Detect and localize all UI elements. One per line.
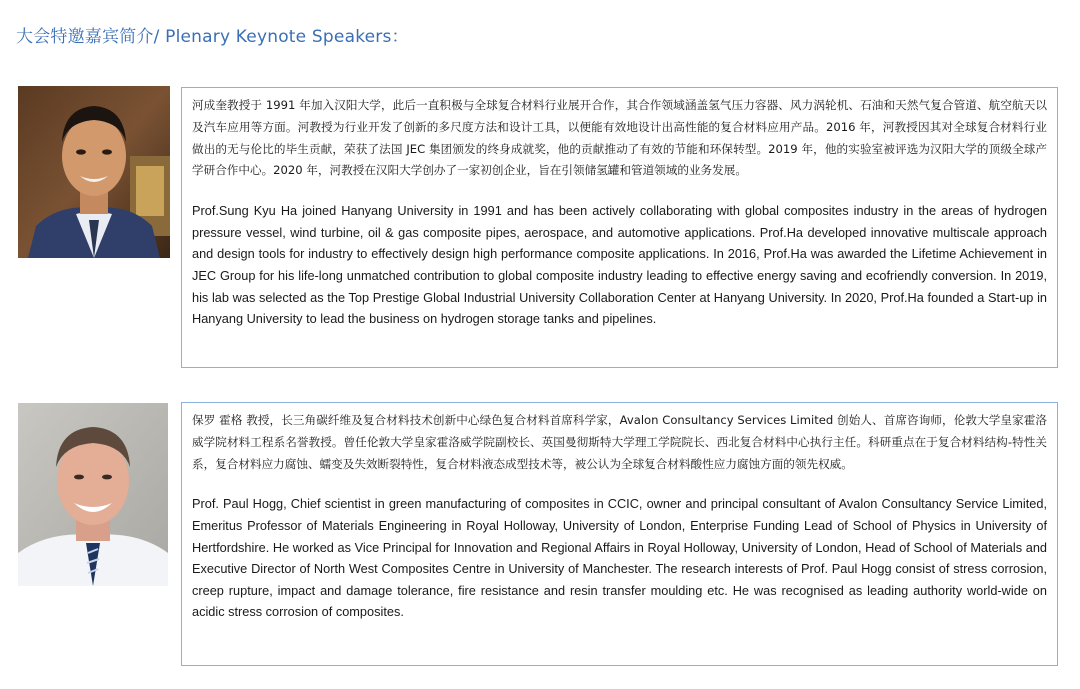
speaker-bio-box [181, 87, 1058, 368]
bio-english: Prof.Sung Kyu Ha joined Hanyang University in 1991 and has been actively collaborating with global composites industry in the areas of hydrogen pressure vessel, wind turbine, oil & gas composite pipes, aerospace, and automotive applications. Prof.Ha developed innovative multiscale approach and design tools for industry to effectively design high performance composite applications. In 2016, Prof.Ha was awarded the Lifetime Achievement in JEC Group for his life-long unmatched contribution to global composite industry leading to effective energy saving and ecofriendly conversion. In 2019, his lab was selected as the Top Prestige Global Industrial University Collaboration Center at Hanyang University. In 2020, Prof.Ha founded a Start-up in Hanyang University to lead the business on hydrogen storage tanks and pipelines. [192, 203, 1047, 327]
speaker-photo [18, 403, 168, 586]
page-title: 大会特邀嘉宾简介/ Plenary Keynote Speakers： [16, 27, 409, 47]
bio-english: Prof. Paul Hogg, Chief scientist in green manufacturing of composites in CCIC, owner and principal consultant of Avalon Consultancy Service Limited, Emeritus Professor of Materials Engineering in Royal Holloway, University of London, Enterprise Funding Lead of School of Physics in University of Hertfordshire. He worked as Vice Principal for Innovation and Regional Affairs in Royal Holloway, University of London, Head of School of Materials and Executive Director of North West Composites Centre in University of Manchester. The research interests of Prof. Paul Hogg consist of stress corrosion, creep rupture, impact and damage tolerance, fire resistance and resin transfer moulding etc. He was recognised as leading authority world-wide on acidic stress corrosion of composites. [192, 496, 1047, 620]
bio-chinese: 河成奎教授于 1991 年加入汉阳大学，此后一直积极与全球复合材料行业展开合作，其合作领域涵盖氢气压力容器、风力涡轮机、石油和天然气复合管道、航空航天以及汽车应用等方面。河教授为行业开发了创新的多尺度方法和设计工具，以便能有效地设计出高性能的复合材料应用产品。2016 年，河教授因其对全球复合材料行业做出的无与伦比的毕生贡献，荣获了法国 JEC 集团颁发的终身成就奖，他的贡献推动了有效的节能和环保转型。2019 年，他的实验室被评选为汉阳大学的顶级全球产学研合作中心。2020 年，河教授在汉阳大学创办了一家初创企业，旨在引领储氢罐和管道领域的业务发展。 [192, 98, 1047, 178]
speaker-photo [18, 86, 170, 258]
bio-chinese: 保罗 霍格 教授，长三角碳纤维及复合材料技术创新中心绿色复合材料首席科学家，Avalon Consultancy Services Limited 创始人、首席咨询师，伦敦大学皇家霍洛威学院材料工程系名誉教授。曾任伦敦大学皇家霍洛威学院副校长、英国曼彻斯特大学理工学院院长、西北复合材料中心执行主任。科研重点在于复合材料结构-特性关系，复合材料应力腐蚀、蠕变及失效断裂特性，复合材料液态成型技术等，被公认为全球复合材料酸性应力腐蚀方面的领先权威。 [192, 413, 1047, 471]
portrait-image [18, 403, 168, 586]
portrait-image [18, 86, 170, 258]
speaker-bio-box [181, 402, 1058, 666]
